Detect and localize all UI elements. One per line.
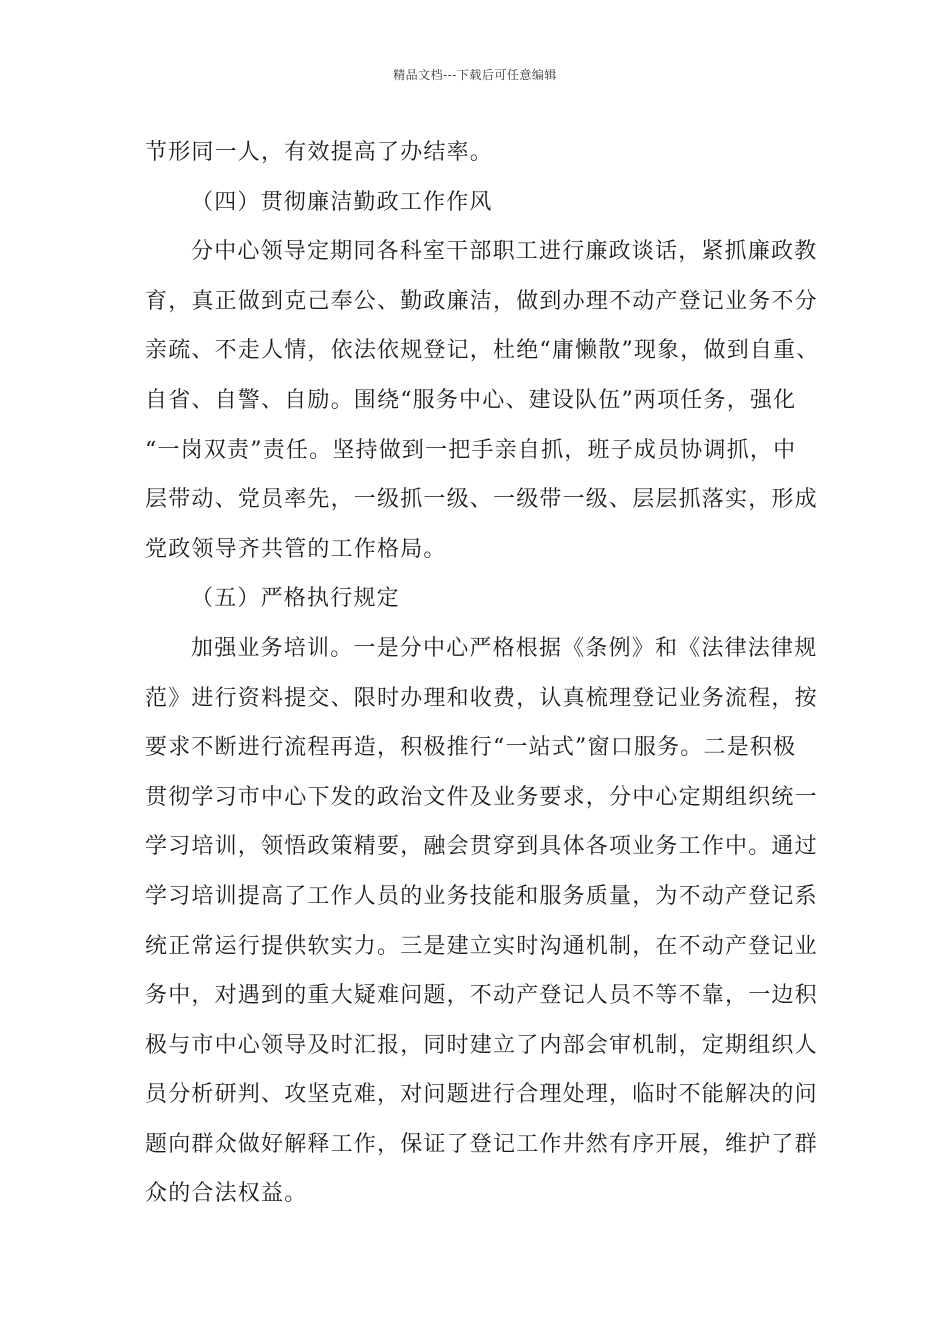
page-header: 精品文档---下载后可任意编辑 bbox=[393, 68, 557, 82]
paragraph-line: 员分析研判、攻坚克难，对问题进行合理处理，临时不能解决的问 bbox=[145, 1082, 818, 1108]
paragraph-line: 加强业务培训。一是分中心严格根据《条例》和《法律法律规 bbox=[191, 635, 818, 661]
paragraph-line: 范》进行资料提交、限时办理和收费，认真梳理登记业务流程，按 bbox=[145, 685, 818, 711]
paragraph-line: 育，真正做到克己奉公、勤政廉洁，做到办理不动产登记业务不分 bbox=[145, 288, 818, 314]
paragraph-line: 亲疏、不走人情，依法依规登记，杜绝“庸懒散”现象，做到自重、 bbox=[145, 338, 820, 364]
section-heading-5: （五）严格执行规定 bbox=[191, 586, 400, 612]
paragraph-line: 党政领导齐共管的工作格局。 bbox=[145, 536, 447, 562]
paragraph-line: 学习培训提高了工作人员的业务技能和服务质量，为不动产登记系 bbox=[145, 883, 818, 909]
paragraph-line: 贯彻学习市中心下发的政治文件及业务要求，分中心定期组织统一 bbox=[145, 784, 818, 810]
paragraph-line: 务中，对遇到的重大疑难问题，不动产登记人员不等不靠，一边积 bbox=[145, 983, 818, 1009]
paragraph-line: 自省、自警、自励。围绕“服务中心、建设队伍”两项任务，强化 bbox=[145, 387, 797, 413]
paragraph-line: 统正常运行提供软实力。三是建立实时沟通机制，在不动产登记业 bbox=[145, 933, 818, 959]
paragraph-line: 节形同一人，有效提高了办结率。 bbox=[145, 140, 494, 165]
section-heading-4: （四）贯彻廉洁勤政工作作风 bbox=[191, 189, 493, 215]
paragraph-line: 众的合法权益。 bbox=[145, 1181, 308, 1207]
paragraph-line: 题向群众做好解释工作，保证了登记工作井然有序开展，维护了群 bbox=[145, 1131, 818, 1157]
paragraph-line: “一岗双责”责任。坚持做到一把手亲自抓，班子成员协调抓，中 bbox=[145, 437, 797, 463]
paragraph-line: 极与市中心领导及时汇报，同时建立了内部会审机制，定期组织人 bbox=[145, 1032, 818, 1058]
paragraph-line: 层带动、党员率先，一级抓一级、一级带一级、层层抓落实，形成 bbox=[145, 487, 818, 513]
paragraph-line: 学习培训，领悟政策精要，融会贯穿到具体各项业务工作中。通过 bbox=[145, 834, 818, 860]
document-body bbox=[145, 128, 820, 1219]
paragraph-line: 要求不断进行流程再造，积极推行“一站式”窗口服务。二是积极 bbox=[145, 735, 797, 761]
paragraph-line: 分中心领导定期同各科室干部职工进行廉政谈话，紧抓廉政教 bbox=[191, 239, 818, 265]
